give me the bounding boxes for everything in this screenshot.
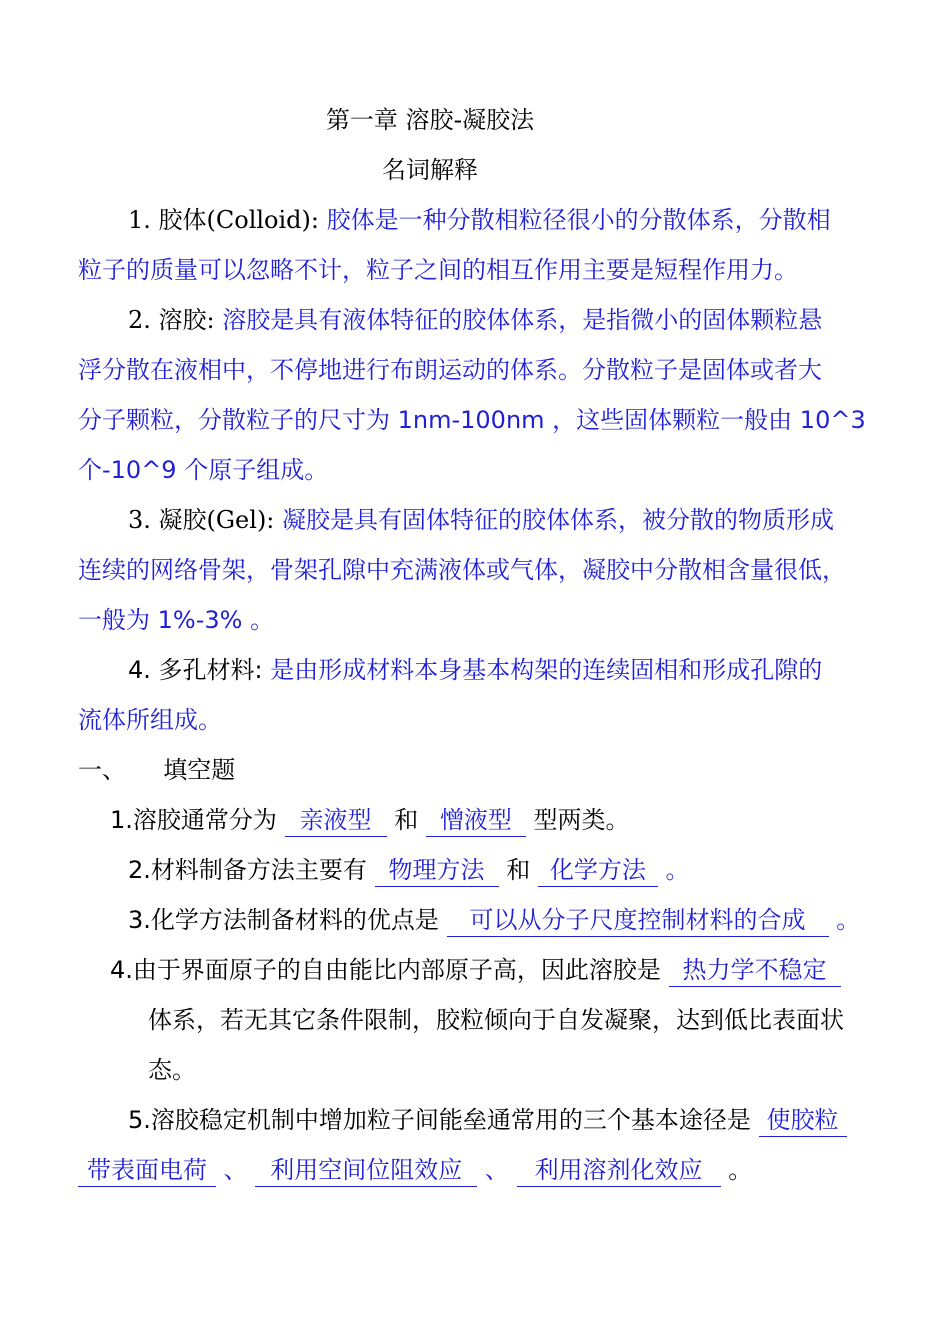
definition-text: 胶体是一种分散相粒径很小的分散体系，分散相 — [326, 206, 831, 234]
definition-2-cont: 个-10^9 个原子组成。 — [78, 456, 329, 484]
definition-1-cont: 粒子的质量可以忽略不计，粒子之间的相互作用主要是短程作用力。 — [78, 256, 798, 284]
question-text: 1.溶胶通常分为 — [110, 806, 277, 834]
answer-blank: 憎液型 — [426, 804, 526, 837]
question-text: 3.化学方法制备材料的优点是 — [128, 906, 439, 934]
definition-term: 4. 多孔材料: — [128, 656, 263, 684]
heading-number: 一、 — [78, 756, 126, 784]
question-text: 。 — [665, 856, 690, 884]
separator: 、 — [484, 1156, 509, 1184]
question-4 — [110, 954, 841, 987]
question-5-cont — [78, 1154, 752, 1187]
question-text: 。 — [836, 906, 861, 934]
definition-3-cont: 连续的网络骨架，骨架孔隙中充满液体或气体，凝胶中分散相含量很低， — [78, 556, 846, 584]
question-text: 5.溶胶稳定机制中增加粒子间能垒通常用的三个基本途径是 — [128, 1106, 751, 1134]
fill-section-heading — [78, 754, 235, 786]
definition-1 — [128, 204, 831, 236]
definition-3-cont: 一般为 1%-3% 。 — [78, 606, 275, 634]
answer-blank: 可以从分子尺度控制材料的合成 — [447, 904, 829, 937]
question-text: 型两类。 — [533, 806, 630, 834]
question-4-cont: 态。 — [148, 1056, 196, 1084]
separator: 、 — [223, 1156, 248, 1184]
question-text: 。 — [728, 1156, 753, 1184]
definition-4 — [128, 654, 822, 686]
definition-2 — [128, 304, 822, 336]
question-text: 和 — [506, 856, 531, 884]
answer-blank: 热力学不稳定 — [669, 954, 841, 987]
answer-blank: 利用空间位阻效应 — [255, 1154, 477, 1187]
answer-blank: 带表面电荷 — [78, 1154, 216, 1187]
definition-term: 1. 胶体(Colloid): — [128, 206, 319, 234]
question-1 — [110, 804, 629, 837]
section-title: 名词解释 — [382, 156, 478, 184]
answer-blank: 物理方法 — [375, 854, 499, 887]
question-5 — [128, 1104, 847, 1137]
question-3 — [128, 904, 860, 937]
answer-blank: 利用溶剂化效应 — [517, 1154, 721, 1187]
definition-term: 2. 溶胶: — [128, 306, 215, 334]
question-text: 4.由于界面原子的自由能比内部原子高，因此溶胶是 — [110, 956, 661, 984]
answer-blank: 化学方法 — [538, 854, 658, 887]
chapter-title: 第一章 溶胶-凝胶法 — [325, 106, 535, 134]
question-text: 2.材料制备方法主要有 — [128, 856, 367, 884]
definition-2-cont: 分子颗粒，分散粒子的尺寸为 1nm-100nm ，这些固体颗粒一般由 10^3 — [78, 406, 866, 434]
answer-blank: 亲液型 — [285, 804, 387, 837]
heading-text: 填空题 — [163, 756, 236, 784]
answer-blank: 使胶粒 — [759, 1104, 847, 1137]
definition-3 — [128, 504, 834, 536]
definition-4-cont: 流体所组成。 — [78, 706, 222, 734]
definition-term: 3. 凝胶(Gel): — [128, 506, 275, 534]
question-text: 和 — [394, 806, 419, 834]
question-4-cont: 体系，若无其它条件限制，胶粒倾向于自发凝聚，达到低比表面状 — [148, 1006, 844, 1034]
question-2 — [128, 854, 689, 887]
definition-text: 凝胶是具有固体特征的胶体体系，被分散的物质形成 — [282, 506, 835, 534]
definition-text: 是由形成材料本身基本构架的连续固相和形成孔隙的 — [270, 656, 823, 684]
definition-text: 溶胶是具有液体特征的胶体体系，是指微小的固体颗粒悬 — [222, 306, 823, 334]
definition-2-cont: 浮分散在液相中，不停地进行布朗运动的体系。分散粒子是固体或者大 — [78, 356, 822, 384]
